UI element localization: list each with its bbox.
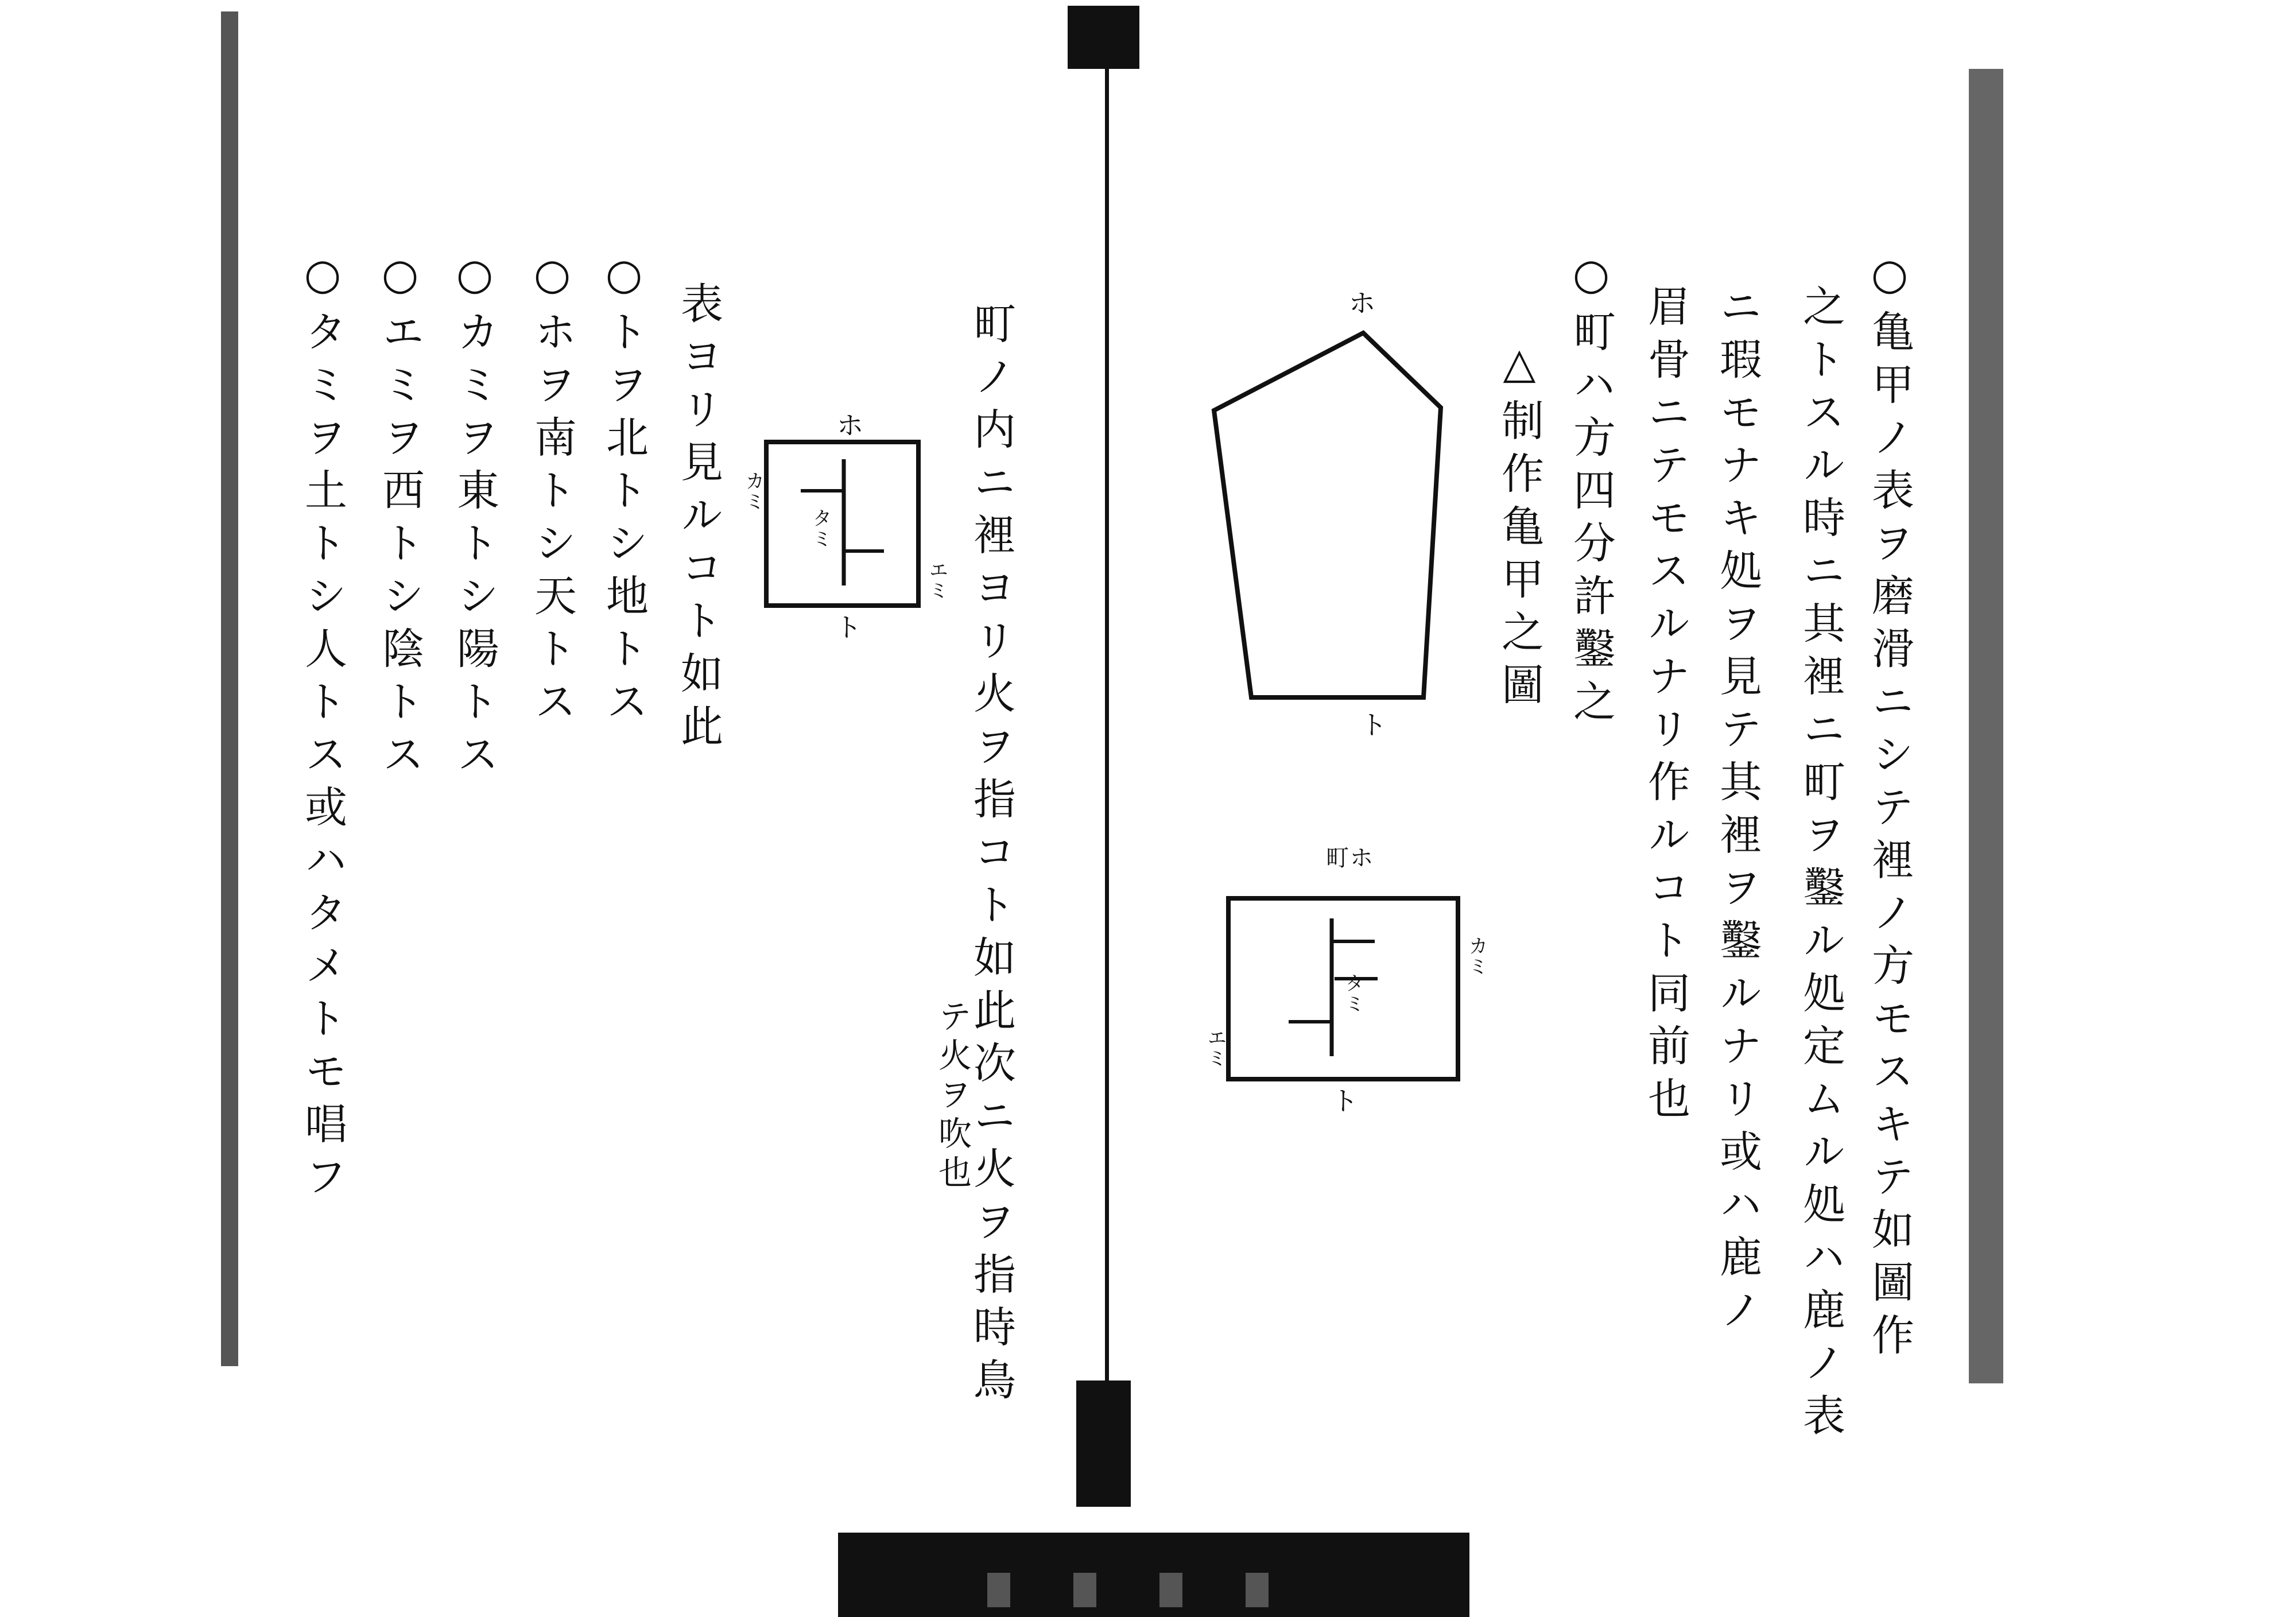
right-page-edge <box>1969 69 2003 1383</box>
binding-cap-top <box>1068 6 1139 69</box>
left-box-left-label: カミ <box>742 471 765 512</box>
left-text-line-6: ○カミヲ東トシ陽トス <box>450 250 499 785</box>
scale-mark <box>1246 1573 1269 1607</box>
scale-bar <box>838 1533 1469 1617</box>
gutter-line <box>1105 69 1109 1389</box>
right-box-left-label: エミ <box>1204 1027 1227 1069</box>
right-text-line-6: △制作亀甲之圖 <box>1495 339 1544 715</box>
right-box-center-label: タミ <box>1341 973 1364 1014</box>
left-box-bottom-label: ト <box>835 612 862 643</box>
left-box-right-label: エミ <box>925 560 948 601</box>
left-text-line-7: ○エミヲ西トシ陰トス <box>375 250 425 785</box>
tortoise-shell-outline <box>1214 333 1441 697</box>
left-text-line-5: ○ホヲ南トシ天トス <box>528 250 577 732</box>
binding-cap-bottom <box>1076 1381 1131 1507</box>
right-text-line-3: ニ瑕モナキ処ヲ見テ其裡ヲ鑿ルナリ或ハ鹿ノ <box>1713 284 1762 1340</box>
right-text-line-4: 眉骨ニテモスルナリ作ルコト同前也 <box>1641 284 1690 1129</box>
right-text-line-1: ○亀甲ノ表ヲ磨滑ニシテ裡ノ方モスキテ如圖作 <box>1865 250 1914 1366</box>
left-text-line-3: 表ヨリ見ルコト如此 <box>674 281 723 757</box>
right-text-line-5: ○町ハ方四分許鑿之 <box>1566 250 1616 732</box>
scale-mark <box>1159 1573 1182 1607</box>
left-box-center-label: タミ <box>809 508 832 549</box>
left-box-top-label: ホ <box>837 410 863 441</box>
pentagon-bottom-label: ト <box>1360 709 1387 740</box>
left-page-edge <box>221 11 238 1366</box>
scale-mark <box>987 1573 1010 1607</box>
pentagon-top-label: ホ <box>1349 288 1375 319</box>
right-box-top-label: 町ホ <box>1326 845 1374 871</box>
left-text-line-2: テ火ヲ吹也 <box>933 999 972 1194</box>
left-text-line-4: ○トヲ北トシ地トス <box>599 250 649 732</box>
right-box-right-label: カミ <box>1465 936 1488 977</box>
right-box-bottom-label: ト <box>1332 1085 1358 1116</box>
scale-mark <box>1073 1573 1096 1607</box>
left-text-line-8: ○タミヲ土トシ人トス或ハタメトモ唱フ <box>298 250 347 1207</box>
left-text-line-1: 町ノ内ニ裡ヨリ火ヲ指コト如此次ニ火ヲ指時鳥 <box>967 301 1016 1410</box>
right-text-line-2: 之トスル時ニ其裡ニ町ヲ鑿ル処定ムル処ハ鹿ノ表 <box>1796 284 1845 1446</box>
